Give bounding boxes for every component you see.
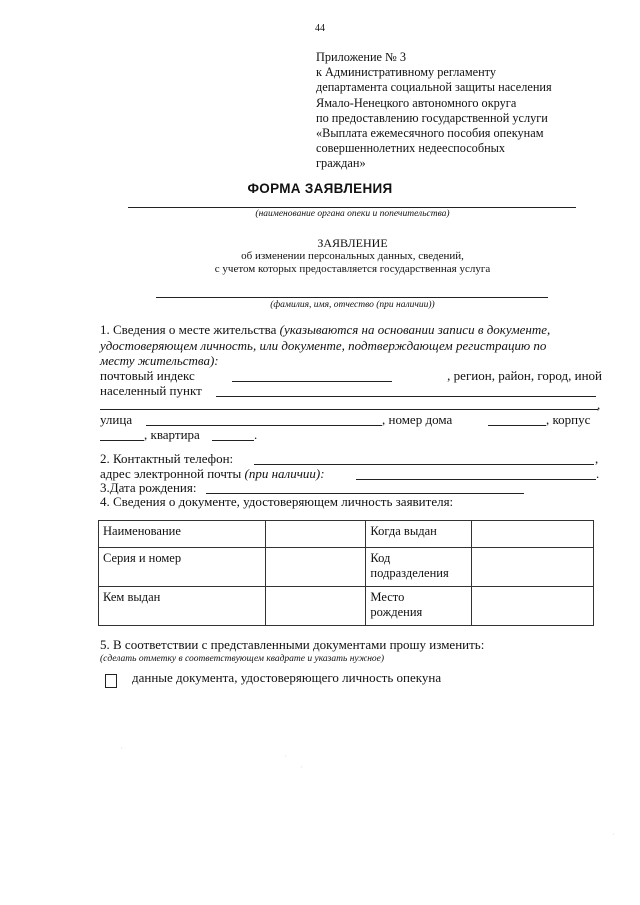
authority-caption: (наименование органа опеки и попечительства)	[255, 209, 450, 219]
table-cell-label: Код подразделения	[366, 548, 472, 587]
section1-note: (указываются на основании записи в документе,	[279, 322, 551, 337]
appendix-line: граждан»	[316, 156, 366, 171]
apartment-label: , квартира	[144, 427, 200, 442]
apartment-field[interactable]	[212, 440, 254, 441]
appendix-block	[316, 50, 616, 172]
region-label: , регион, район, город, иной	[447, 368, 602, 383]
korpus-field[interactable]	[100, 440, 144, 441]
table-row	[99, 548, 594, 587]
appendix-line: по предоставлению государственной услуги	[316, 110, 548, 125]
identity-document-table	[98, 520, 594, 626]
appendix-line: совершеннолетних недееспособных	[316, 141, 506, 156]
table-row	[99, 587, 594, 626]
table-cell-label: Кем выдан	[99, 587, 266, 626]
form-title: ФОРМА ЗАЯВЛЕНИЯ	[247, 181, 393, 196]
phone-field[interactable]	[254, 464, 594, 465]
fio-field[interactable]	[156, 297, 548, 298]
table-cell-label: Место рождения	[366, 587, 472, 626]
period: .	[254, 427, 258, 442]
table-cell-input[interactable]	[265, 587, 366, 626]
statement-subtitle-2: с учетом которых предоставляется государственная услуга	[214, 263, 491, 275]
address-extra-field[interactable]	[100, 409, 598, 410]
postal-label: почтовый индекс	[100, 368, 195, 383]
table-cell-input[interactable]	[472, 521, 594, 548]
authority-field[interactable]	[128, 207, 576, 208]
table-cell-input[interactable]	[472, 548, 594, 587]
option-checkbox[interactable]	[105, 674, 117, 688]
table-cell-input[interactable]	[265, 521, 366, 548]
street-field[interactable]	[146, 425, 382, 426]
phone-label: 2. Контактный телефон:	[100, 451, 234, 466]
section1-heading-line	[100, 322, 550, 338]
scan-artifact: ·	[284, 752, 287, 761]
section1-note-line2: удостоверяющем личность, или документе, подтверждающем регистрацию по	[100, 338, 547, 353]
table-cell-label: Серия и номер	[99, 548, 266, 587]
house-label: , номер дома	[382, 412, 453, 427]
table-cell-input[interactable]	[265, 548, 366, 587]
appendix-line: департамента социальной защиты населения	[316, 80, 552, 95]
comma: ,	[595, 451, 599, 466]
fio-caption: (фамилия, имя, отчество (при наличии))	[270, 300, 435, 310]
statement-title: ЗАЯВЛЕНИЕ	[317, 236, 388, 250]
statement-subtitle-1: об изменении персональных данных, сведений,	[241, 250, 464, 262]
section5-note: (сделать отметку в соответствующем квадрате и указать нужное)	[100, 654, 385, 664]
section1-heading: 1. Сведения о месте жительства	[100, 322, 277, 337]
table-cell-label: Наименование	[99, 521, 266, 548]
section5-heading: 5. В соответствии с представленными документами прошу изменить:	[100, 637, 485, 652]
period: .	[596, 466, 600, 481]
appendix-line: Ямало-Ненецкого автономного округа	[316, 95, 517, 110]
locality-label: населенный пункт	[100, 383, 202, 398]
section4-heading: 4. Сведения о документе, удостоверяющем личность заявителя:	[100, 494, 454, 509]
email-label: адрес электронной почты	[100, 466, 242, 481]
section1-note-line3: месту жительства):	[100, 353, 219, 368]
page-number: 44	[315, 23, 325, 34]
email-field[interactable]	[356, 479, 596, 480]
table-row	[99, 521, 594, 548]
appendix-line: к Административному регламенту	[316, 65, 497, 80]
birth-date-label: 3.Дата рождения:	[100, 480, 197, 495]
korpus-label: , корпус	[546, 412, 591, 427]
scan-artifact: ·	[120, 744, 123, 753]
option-label: данные документа, удостоверяющего личность опекуна	[132, 670, 442, 685]
locality-field[interactable]	[216, 396, 596, 397]
appendix-line: Приложение № 3	[316, 50, 407, 64]
scan-artifact: ·	[612, 830, 615, 839]
table-cell-input[interactable]	[472, 587, 594, 626]
email-note: (при наличии):	[244, 466, 325, 481]
appendix-line: «Выплата ежемесячного пособия опекунам	[316, 126, 544, 141]
comma: ,	[597, 397, 601, 412]
table-cell-label: Когда выдан	[366, 521, 472, 548]
postal-field[interactable]	[232, 381, 392, 382]
street-label: улица	[100, 412, 133, 427]
house-field[interactable]	[488, 425, 546, 426]
scan-artifact: ·	[300, 763, 303, 772]
